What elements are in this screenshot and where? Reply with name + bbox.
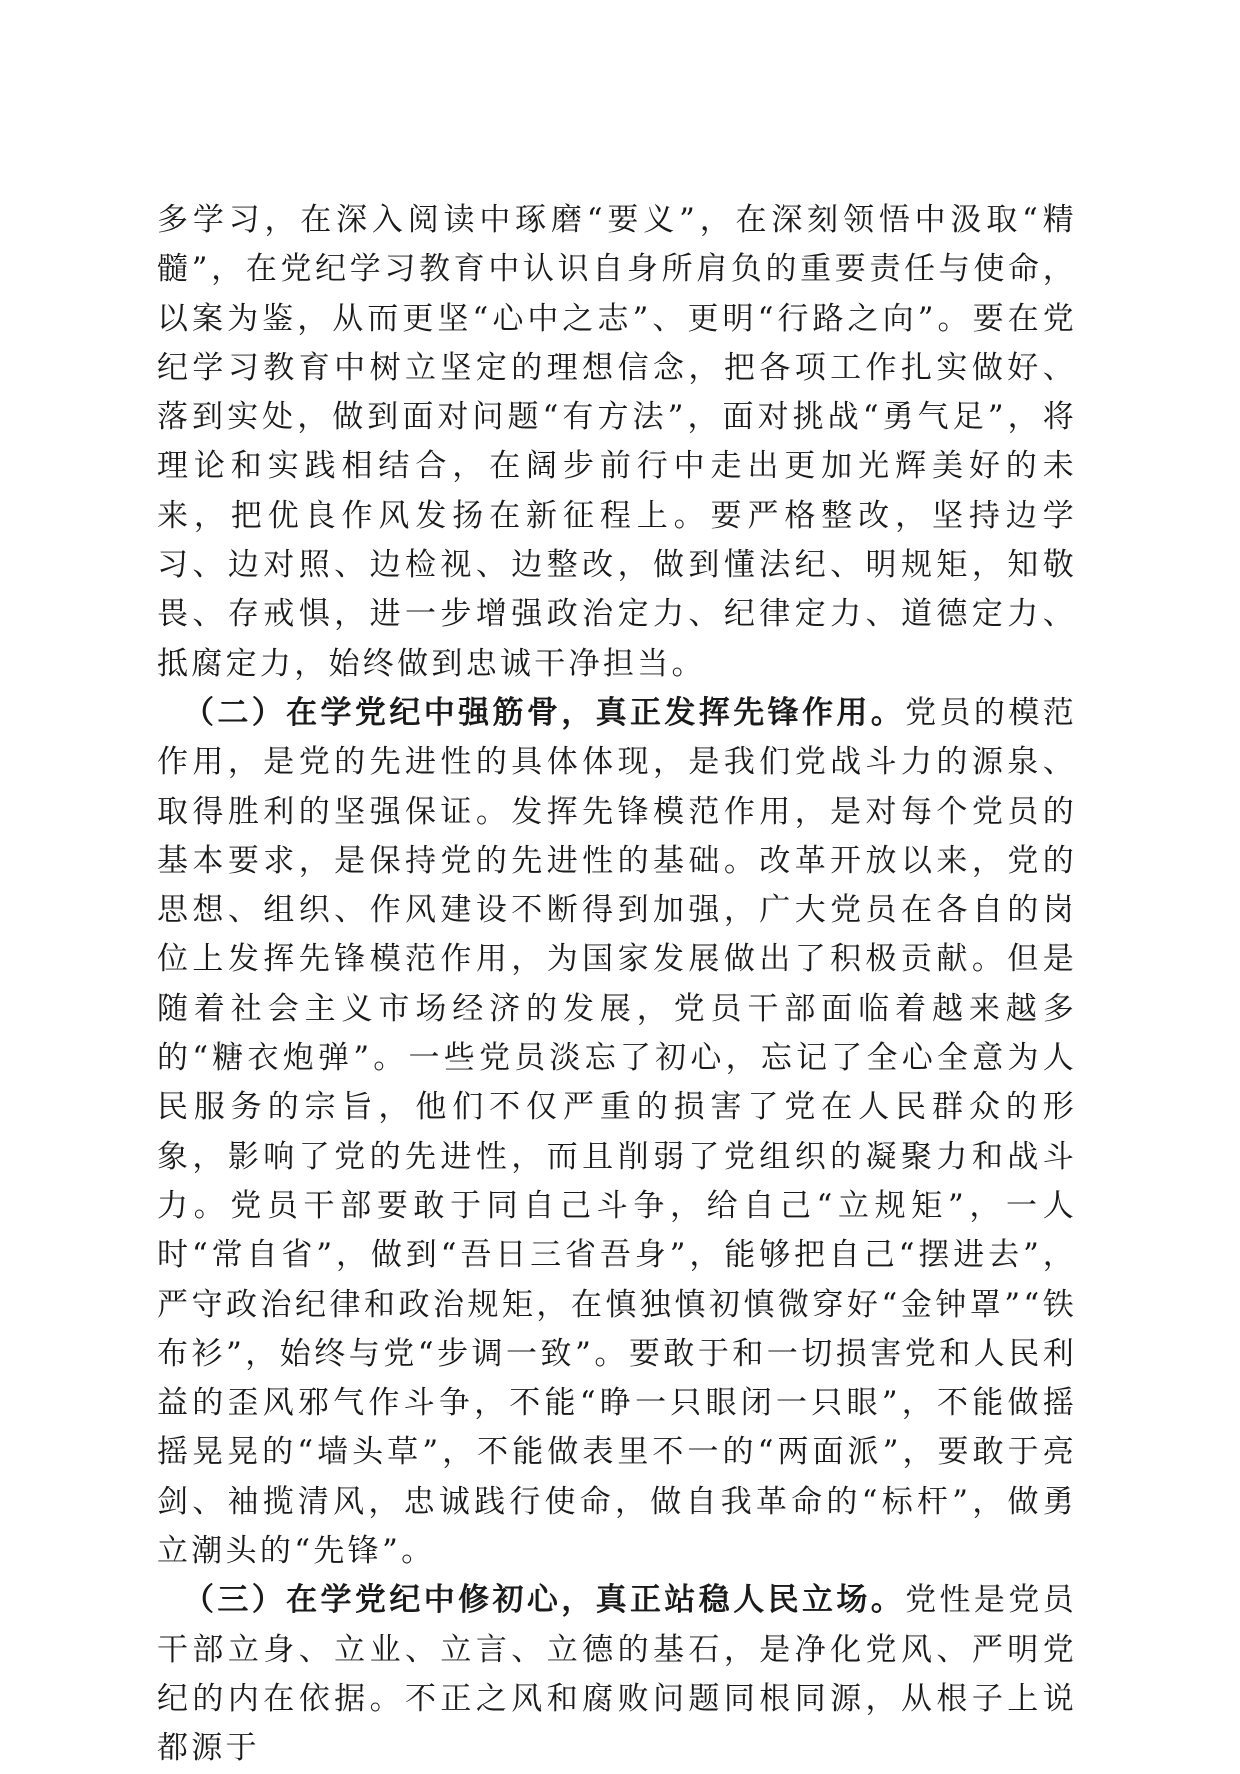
paragraph-body: 党员的模范作用，是党的先进性的具体体现，是我们党战斗力的源泉、取得胜利的坚强保证。发挥先锋模范作用，是对每个党员的基本要求，是保持党的先进性的基础。改革开放以来，党的思想、组织、作风建设不断得到加强，广大党员在各自的岗位上发挥先锋模范作用，为国家发展做出了积极贡献。但是随着社会主义市场经济的发展，党员干部面临着越来越多的“糖衣炮弹”。一些党员淡忘了初心，忘记了全心全意为人民服务的宗旨，他们不仅严重的损害了党在人民群众的形象，影响了党的先进性，而且削弱了党组织的凝聚力和战斗力。党员干部要敢于同自己斗争，给自己“立规矩”，一人时“常自省”，做到“吾日三省吾身”，能够把自己“摆进去”，严守政治纪律和政治规矩，在慎独慎初慎微穿好“金钟罩”“铁布衫”，始终与党“步调一致”。要敢于和一切损害党和人民利益的歪风邪气作斗争，不能“睁一只眼闭一只眼”，不能做摇摇晃晃的“墙头草”，不能做表里不一的“两面派”，要敢于亮剑、袖揽清风，忠诚践行使命，做自我革命的“标杆”，做勇立潮头的“先锋”。 xyxy=(157,694,1077,1570)
paragraph-body: 党性是党员干部立身、立业、立言、立德的基石，是净化党风、严明党纪的内在依据。不正之风和腐败问题同根同源，从根子上说都源于 xyxy=(157,1582,1077,1767)
paragraph-section-two xyxy=(157,689,1077,1576)
document-body xyxy=(157,196,1077,1774)
section-heading: （二）在学党纪中强筋骨，真正发挥先锋作用。 xyxy=(183,694,906,731)
paragraph-section-three xyxy=(157,1576,1077,1773)
paragraph-body: 多学习，在深入阅读中琢磨“要义”，在深刻领悟中汲取“精髓”，在党纪学习教育中认识自身所肩负的重要责任与使命，以案为鉴，从而更坚“心中之志”、更明“行路之向”。要在党纪学习教育中树立坚定的理想信念，把各项工作扎实做好、落到实处，做到面对问题“有方法”，面对挑战“勇气足”，将理论和实践相结合，在阔步前行中走出更加光辉美好的未来，把优良作风发扬在新征程上。要严格整改，坚持边学习、边对照、边检视、边整改，做到懂法纪、明规矩，知敬畏、存戒惧，进一步增强政治定力、纪律定力、道德定力、抵腐定力，始终做到忠诚干净担当。 xyxy=(157,202,1077,682)
paragraph-continuation xyxy=(157,196,1077,689)
section-heading: （三）在学党纪中修初心，真正站稳人民立场。 xyxy=(183,1582,906,1619)
